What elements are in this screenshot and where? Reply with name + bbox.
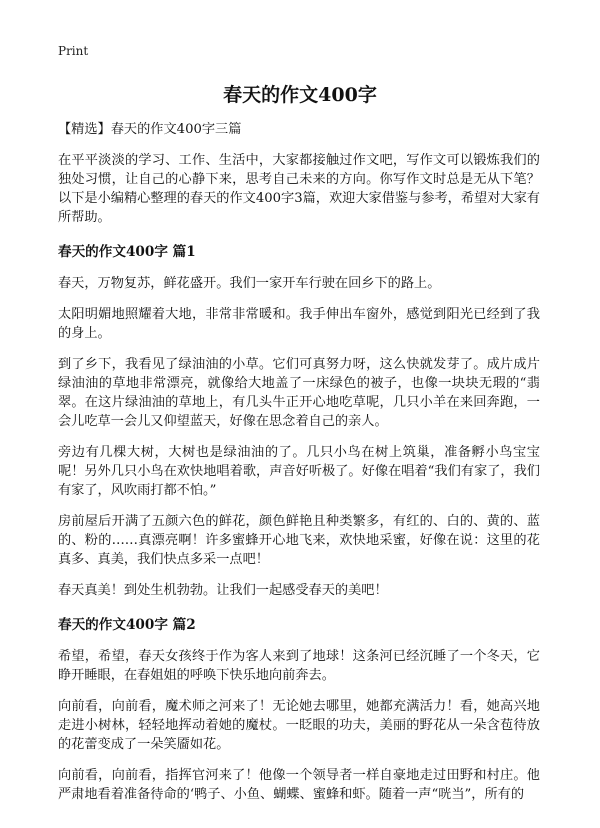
essay-2-heading: 春天的作文400字 篇2	[58, 617, 196, 633]
essay-1-heading: 春天的作文400字 篇1	[58, 244, 196, 260]
essay-1-paragraph-6: 春天真美！到处生机勃勃。让我们一起感受春天的美吧！	[58, 583, 388, 598]
article-body	[58, 120, 540, 816]
essay-2-paragraph-3: 向前看，向前看，指挥官河来了！他像一个领导者一样自豪地走过田野和村庄。他严肃地看着准备待命的‘鸭子、小鱼、蝴蝶、蜜蜂和虾。随着一声“咣当”，所有的	[58, 768, 540, 802]
essay-2-paragraph-1: 希望，希望，春天女孩终于作为客人来到了地球！这条河已经沉睡了一个冬天，它睁开睡眼，在春姐姐的呼唤下快乐地向前奔去。	[58, 649, 540, 683]
essay-1-paragraph-1: 春天，万物复苏，鲜花盛开。我们一家开车行驶在回乡下的路上。	[58, 276, 441, 291]
page-title: 春天的作文400字	[223, 84, 377, 106]
essay-2-paragraph-2: 向前看，向前看，魔术师之河来了！无论她去哪里，她都充满活力！看，她高兴地走进小树林，轻轻地挥动着她的魔杖。一眨眼的功夫，美丽的野花从一朵含苞待放的花蕾变成了一朵笑靥如花。	[58, 699, 540, 752]
intro-paragraph: 在平平淡淡的学习、工作、生活中，大家都接触过作文吧，写作文可以锻炼我们的独处习惯，让自己的心静下来，思考自己未来的方向。你写作文时总是无从下笔？以下是小编精心整理的春天的作文400字3篇，欢迎大家借鉴与参考，希望对大家有所帮助。	[58, 153, 540, 225]
essay-1-paragraph-3: 到了乡下，我看见了绿油油的小草。它们可真努力呀，这么快就发芽了。成片成片绿油油的草地非常漂亮，就像给大地盖了一床绿色的被子，也像一块块无瑕的“翡翠。在这片绿油油的草地上，有几头牛正开心地吃草呢，几只小羊在来回奔跑，一会儿吃草一会儿又仰望蓝天，好像在思念着自己的亲人。	[58, 357, 540, 429]
article-subtitle: 【精选】春天的作文400字三篇	[58, 122, 242, 137]
essay-1-paragraph-5: 房前屋后开满了五颜六色的鲜花，颜色鲜艳且种类繁多，有红的、白的、黄的、蓝的、粉的……真漂亮啊！许多蜜蜂开心地飞来，欢快地采蜜，好像在说：这里的花真多、真美，我们快点多采一点吧！	[58, 514, 540, 567]
essay-1-paragraph-4: 旁边有几棵大树，大树也是绿油油的了。几只小鸟在树上筑巢，准备孵小鸟宝宝呢！另外几只小鸟在欢快地唱着歌，声音好听极了。好像在唱着“我们有家了，我们有家了，风吹雨打都不怕。”	[58, 445, 540, 498]
essay-1-paragraph-2: 太阳明媚地照耀着大地，非常非常暖和。我手伸出车窗外，感觉到阳光已经到了我的身上。	[58, 307, 540, 341]
print-link[interactable]: Print	[58, 44, 89, 58]
